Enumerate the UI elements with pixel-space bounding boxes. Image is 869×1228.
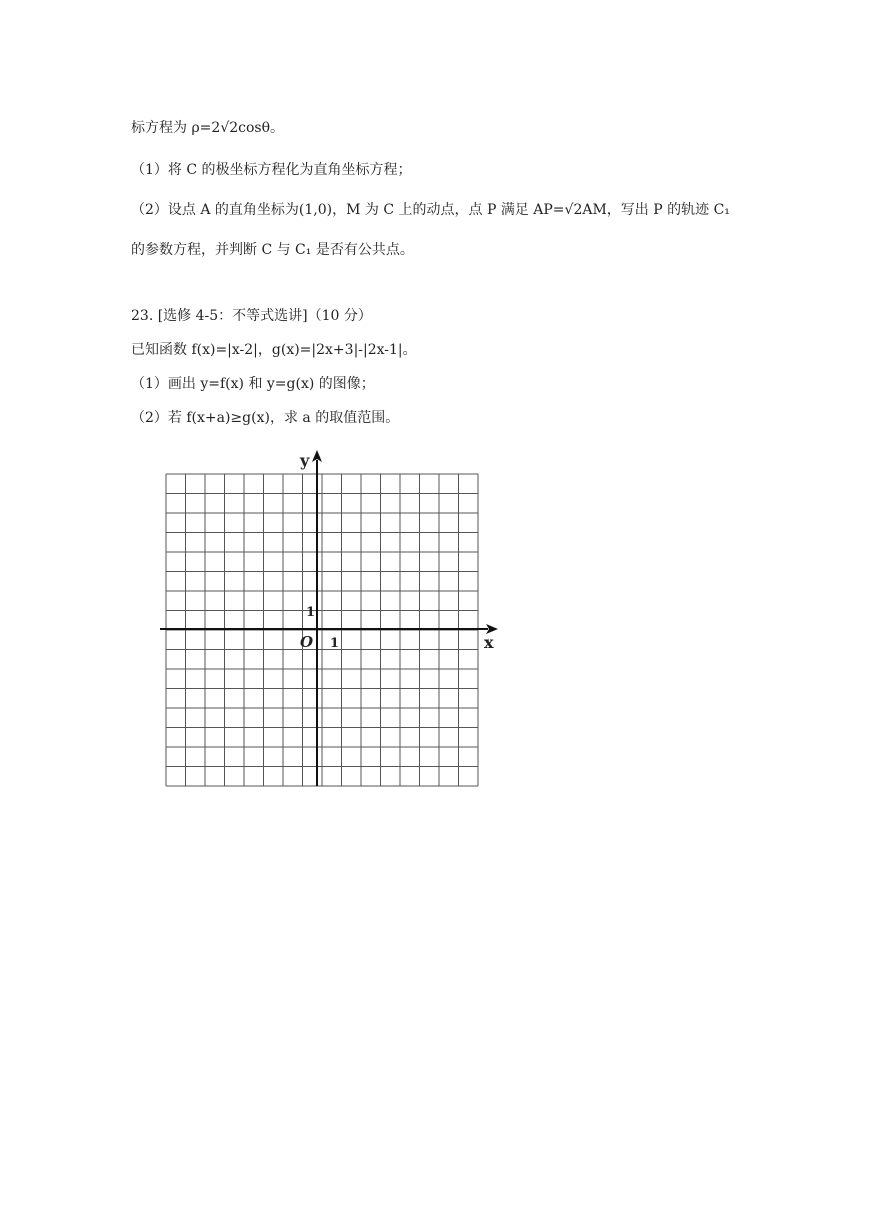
text-line-7: （1）画出 y=f(x) 和 y=g(x) 的图像； <box>131 376 375 392</box>
x-axis-label: x <box>484 633 494 652</box>
text-line-3: （2）设点 A 的直角坐标为(1,0)，M 为 C 上的动点，点 P 满足 AP=√2AM，写出 P 的轨迹 C₁ <box>131 202 730 218</box>
section-heading: 23. [选修 4-5：不等式选讲]（10 分） <box>131 308 372 324</box>
y-unit-label: 1 <box>306 605 316 620</box>
coordinate-grid-figure <box>160 448 500 793</box>
text-line-4: 的参数方程，并判断 C 与 C₁ 是否有公共点。 <box>131 242 414 258</box>
x-unit-label: 1 <box>330 636 340 651</box>
text-line-6: 已知函数 f(x)=|x-2|，g(x)=|2x+3|-|2x-1|。 <box>131 342 417 358</box>
text-line-1: 标方程为 ρ=2√2cosθ。 <box>131 120 285 136</box>
y-axis-label: y <box>300 451 310 470</box>
text-line-2: （1）将 C 的极坐标方程化为直角坐标方程； <box>131 162 412 178</box>
origin-label: O <box>300 633 314 651</box>
text-line-8: （2）若 f(x+a)≥g(x)，求 a 的取值范围。 <box>131 410 400 426</box>
